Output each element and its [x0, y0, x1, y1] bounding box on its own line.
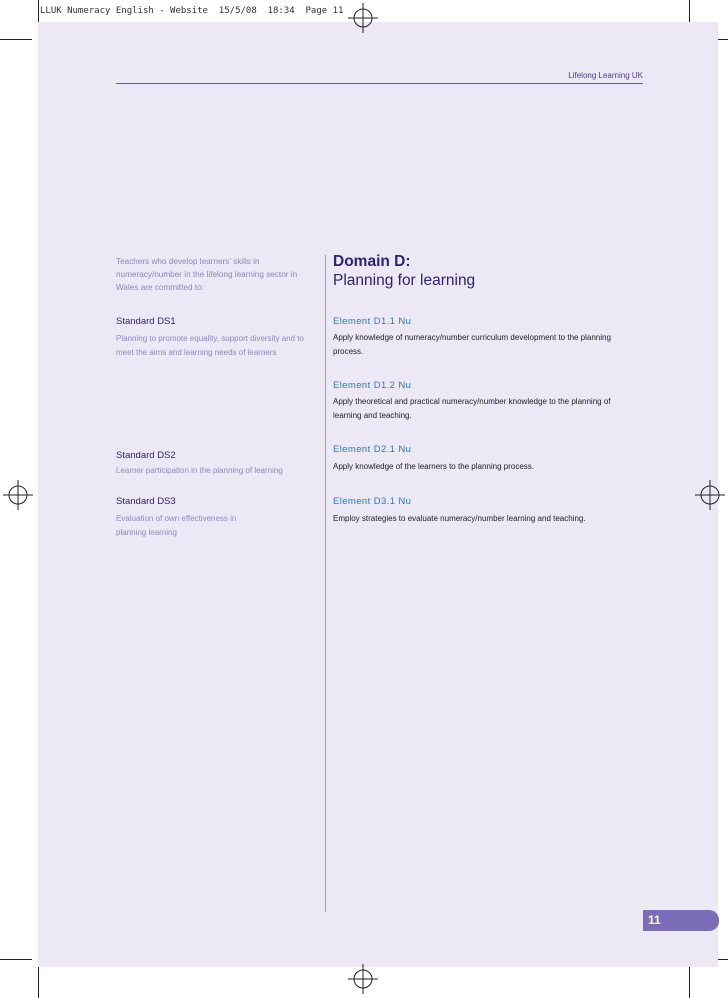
element-heading: Element D3.1 Nu — [333, 496, 412, 507]
registration-mark-icon — [348, 964, 378, 994]
page-number-tab — [643, 910, 719, 931]
intro-text: Teachers who develop learners’ skills in numeracy/number in the lifelong learning sector in Wales are committed to: — [116, 257, 298, 292]
crop-mark — [38, 966, 39, 998]
domain-subtitle: Planning for learning — [333, 272, 476, 289]
crop-mark — [689, 966, 690, 998]
standard-description: Learner participation in the planning of learning — [116, 466, 283, 475]
running-header: Lifelong Learning UK — [568, 71, 643, 80]
element-description: Apply theoretical and practical numeracy/number knowledge to the planning of learning and teaching. — [333, 397, 611, 420]
domain-title — [333, 252, 475, 290]
standard-heading: Standard DS2 — [116, 450, 176, 461]
registration-mark-icon — [3, 480, 33, 510]
standard-heading: Standard DS3 — [116, 496, 176, 507]
crop-mark — [0, 39, 32, 40]
page-background — [38, 22, 718, 967]
page-number: 11 — [648, 913, 661, 927]
element-description: Employ strategies to evaluate numeracy/number learning and teaching. — [333, 514, 586, 523]
header-rule — [116, 83, 643, 84]
element-description: Apply knowledge of numeracy/number curriculum development to the planning process. — [333, 333, 611, 356]
element-description: Apply knowledge of the learners to the planning process. — [333, 462, 535, 471]
registration-mark-icon — [348, 3, 378, 33]
standard-heading: Standard DS1 — [116, 316, 176, 327]
print-slug: LLUK Numeracy English - Website 15/5/08 18:34 Page 11 — [40, 6, 344, 16]
registration-mark-icon — [695, 480, 725, 510]
element-heading: Element D1.1 Nu — [333, 316, 412, 327]
element-heading: Element D1.2 Nu — [333, 380, 412, 391]
standard-description: Evaluation of own effectiveness in planning learning — [116, 514, 237, 537]
column-divider — [325, 255, 326, 912]
element-heading: Element D2.1 Nu — [333, 444, 412, 455]
crop-mark — [0, 959, 32, 960]
domain-label: Domain D: — [333, 253, 411, 270]
standard-description: Planning to promote equality, support diversity and to meet the aims and learning needs of learners — [116, 334, 304, 357]
